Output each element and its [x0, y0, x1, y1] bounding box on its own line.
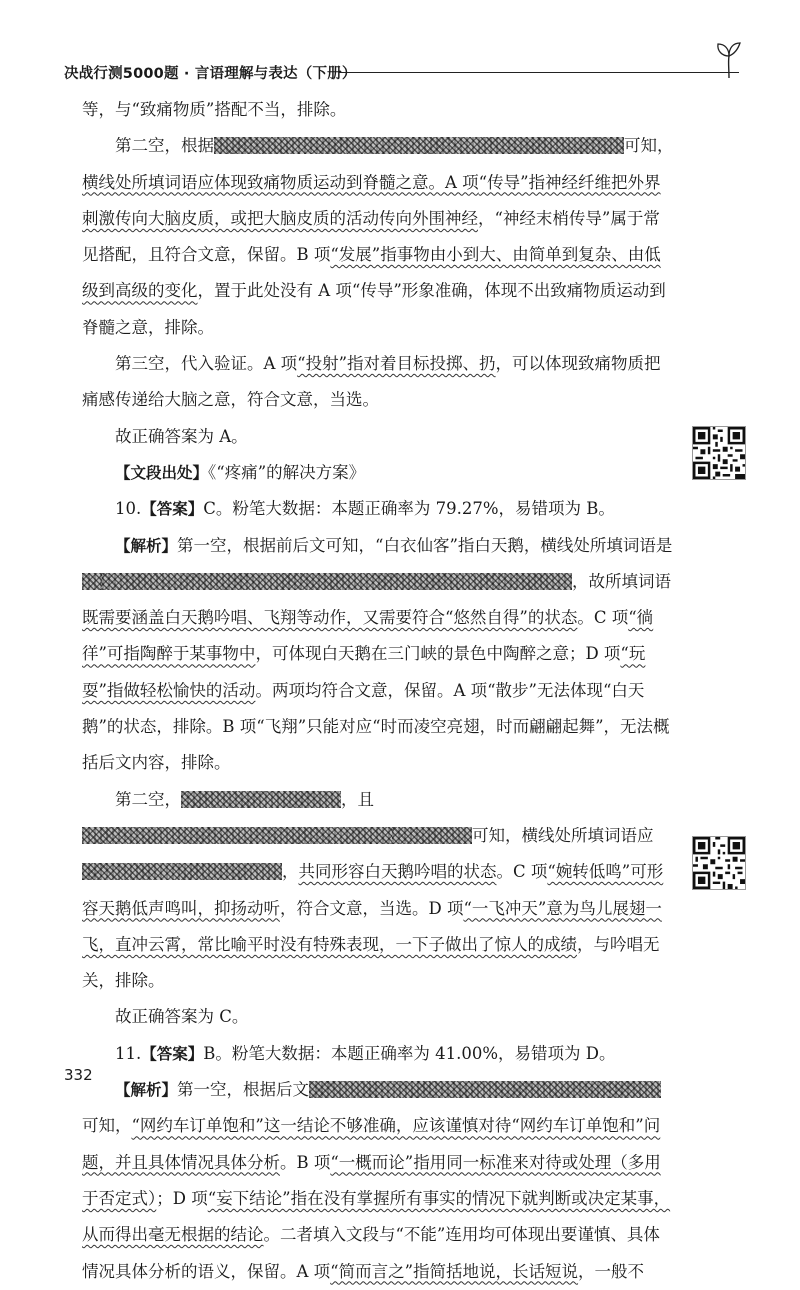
redacted-block	[102, 573, 572, 590]
answer-label: 【答案】	[141, 500, 204, 519]
analysis-q10-blank2	[82, 782, 674, 1000]
text: 。C 项	[496, 862, 548, 882]
text: “一飞冲天”意为鸟儿展翅一飞，直冲云霄，常比喻平时没有特殊表现，一下子做出了惊人的成绩	[82, 898, 662, 954]
text: ，置于此处没有 A 项“传导”形象准确，体现不出致痛物质运动到脊髓之意，排除。	[82, 281, 666, 337]
text: ；D 项	[156, 1188, 208, 1208]
text: “婉转低鸣”可形容天鹅低声鸣叫，抑扬动听	[82, 862, 664, 918]
answer-line: 故正确答案为 C。	[115, 1007, 249, 1027]
text: “玩耍”指做轻松愉快的活动	[82, 644, 646, 700]
text: “发展”指事物由小到大、由简单到复杂、由低级到高级的变化	[82, 245, 661, 301]
analysis-label: 【解析】	[115, 1081, 178, 1100]
text: “一概而论”指用同一标准来对待或处理（多用于否定式）	[82, 1152, 661, 1208]
book-title: 决战行测5000题 · 言语理解与表达（下册）	[64, 66, 357, 82]
text: ，	[282, 862, 299, 882]
text: ，且	[341, 789, 374, 809]
text: ，故所填词语	[572, 571, 671, 591]
text: 共同形容白天鹅吟唱的状态	[298, 862, 497, 882]
text: 可知，	[82, 1116, 132, 1136]
text: 第二空，根据	[115, 136, 214, 156]
header-rule	[339, 72, 739, 73]
text: 可知，	[624, 136, 674, 156]
text: 第一空，根据后文	[177, 1080, 310, 1100]
qr-code-icon[interactable]	[692, 836, 746, 890]
source-label: 【文段出处】	[115, 463, 209, 482]
running-header	[64, 60, 754, 84]
source-text: 《“疼痛”的解决方案》	[208, 462, 366, 482]
text: 。两项均符合文意，保留。A 项“散步”无法体现“白天鹅”的状态，排除。B 项“飞翔”只能对应“时而凌空亮翅，时而翩翩起舞”，无法概括后文内容，排除。	[82, 680, 670, 773]
text: 横线处所填词语应体现致痛物质运动到脊髓之意。A 项	[82, 172, 479, 192]
explanation-text	[82, 92, 674, 1290]
answer-q10	[82, 491, 674, 527]
analysis-q10-blank1	[82, 528, 674, 782]
text: “投射”指对着目标投掷、扔	[297, 354, 496, 374]
redacted-block	[82, 863, 282, 880]
redacted-block	[181, 791, 341, 808]
paragraph-blank3-q9	[82, 346, 674, 419]
text: “传导”指神经纤维把外界刺激传向大脑皮质，或把大脑皮质的活动传向外围神经	[82, 172, 661, 228]
qr-code-icon[interactable]	[692, 426, 746, 480]
text: 。B 项	[280, 1152, 331, 1172]
answer-q11	[82, 1036, 674, 1072]
redacted-block	[82, 573, 102, 590]
text: “徜徉”可指陶醉于某事物中	[82, 608, 654, 664]
text: 。C 项	[577, 608, 629, 628]
qr-code-graphic	[693, 837, 745, 889]
redacted-block	[392, 827, 472, 844]
text: ，可以体现致痛物质把痛感传递给大脑之意，符合文意，当选。	[82, 354, 661, 410]
answer-text: B。粉笔大数据：本题正确率为 41.00%，易错项为 D。	[203, 1043, 616, 1063]
text: ，一般不	[578, 1261, 645, 1281]
redacted-block	[309, 1081, 609, 1098]
question-number: 10.	[115, 499, 142, 519]
answer-line: 故正确答案为 A。	[115, 426, 248, 446]
text: 既需要涵盖白天鹅吟唱、飞翔等动作，又需要符合“悠然自得”的状态	[82, 608, 578, 628]
redacted-block	[82, 827, 392, 844]
text: 。二者填入文段与“不能”连用均可体现出要谨慎、具体情况具体分析的语义，保留。A 项	[82, 1225, 660, 1281]
answer-label: 【答案】	[141, 1044, 204, 1063]
text: “简而言之”指简括地说，长话短说	[330, 1261, 579, 1281]
redacted-block	[609, 1081, 661, 1098]
text: “网约车订单饱和”这一结论不够准确，应该谨慎对待“网约车订单饱和”问题，并且具体情况具体分析	[82, 1116, 661, 1172]
qr-code-graphic	[693, 427, 745, 479]
text: 第二空，	[115, 789, 181, 809]
analysis-q11-blank1	[82, 1072, 674, 1290]
text: “妄下结论”指在没有掌握所有事实的情况下就判断或决定某事，从而得出毫无根据的结论	[82, 1188, 671, 1245]
redacted-block	[214, 137, 624, 154]
page-number: 332	[64, 1066, 93, 1084]
text: ，与吟唱无关，排除。	[82, 934, 660, 991]
question-number: 11.	[115, 1043, 142, 1063]
text: ，符合文意，当选。D 项	[280, 898, 464, 918]
line-continuation: 等，与“致痛物质”搭配不当，排除。	[82, 100, 347, 119]
text: 可知，横线处所填词语应	[472, 825, 654, 845]
text: ，可体现白天鹅在三门峡的景色中陶醉之意；D 项	[255, 644, 621, 664]
sprout-icon	[712, 38, 746, 78]
paragraph-blank2-q9	[82, 128, 674, 346]
text: ，“神经末梢传导”属于常见搭配，且符合文意，保留。B 项	[82, 208, 660, 265]
analysis-label: 【解析】	[115, 536, 178, 555]
answer-text: C。粉笔大数据：本题正确率为 79.27%，易错项为 B。	[203, 499, 615, 519]
source-line	[82, 455, 674, 491]
text: 第一空，根据前后文可知，“白衣仙客”指白天鹅，横线处所填词语是	[177, 535, 673, 555]
text: 第三空，代入验证。A 项	[115, 354, 298, 374]
